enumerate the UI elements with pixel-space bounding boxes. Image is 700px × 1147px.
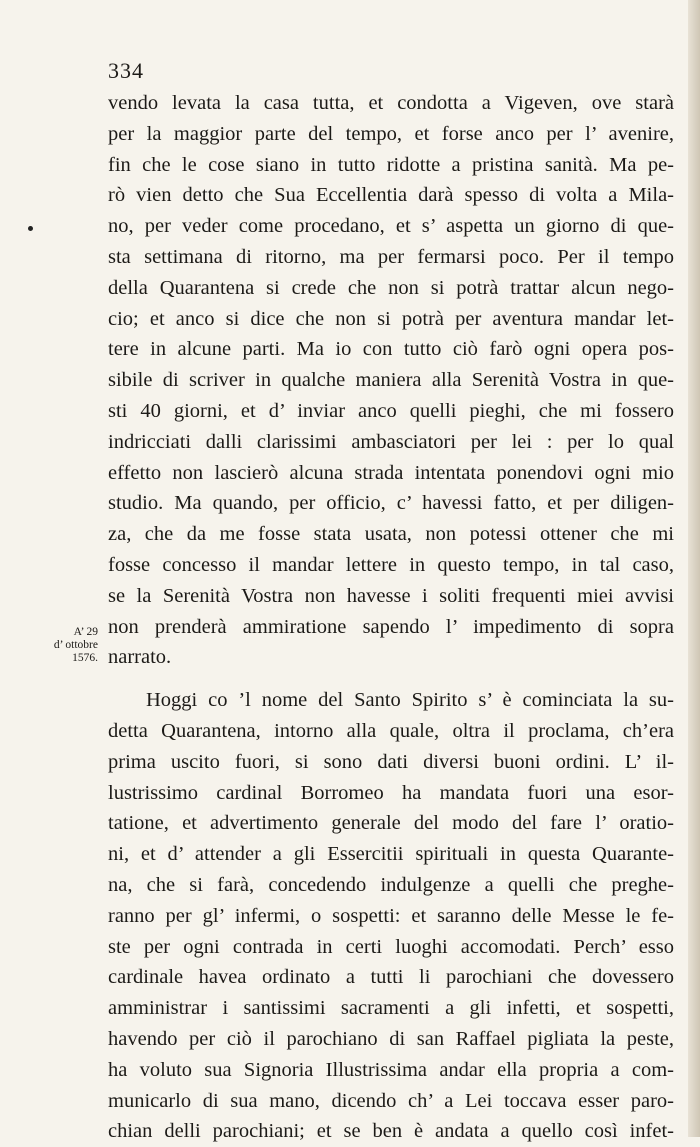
text-line: prima uscito fuori, si sono dati diversi buoni ordini. L’ il- bbox=[108, 750, 674, 773]
text-line: tatione, et advertimento generale del modo del fare l’ oratio- bbox=[108, 812, 674, 835]
text-line: non prenderà ammiratione sapendo l’ impedimento di sopra bbox=[108, 615, 674, 638]
text-line: indricciati dalli clarissimi ambasciatori per lei : per lo qual bbox=[108, 430, 674, 453]
text-line: ha voluto sua Signoria Illustrissima andar ella propria a com- bbox=[108, 1058, 674, 1081]
text-line: studio. Ma quando, per officio, c’ havessi fatto, et per diligen- bbox=[108, 492, 674, 515]
text-line: ste per ogni contrada in certi luoghi accomodati. Perch’ esso bbox=[108, 935, 674, 958]
text-line: na, che si farà, concedendo indulgenze a quelli che preghe- bbox=[108, 873, 674, 896]
text-line: fosse concesso il mandar lettere in questo tempo, in tal caso, bbox=[108, 553, 674, 576]
text-line: cio; et anco si dice che non si potrà per aventura mandar let- bbox=[108, 307, 674, 330]
text-line: per la maggior parte del tempo, et forse anco per l’ avenire, bbox=[108, 122, 674, 145]
text-line: no, per veder come procedano, et s’ aspetta un giorno di que- bbox=[108, 215, 674, 238]
text-line: vendo levata la casa tutta, et condotta a Vigeven, ove starà bbox=[108, 92, 674, 114]
page-number: 334 bbox=[108, 58, 144, 83]
text-line: effetto non lascierò alcuna strada intentata ponendovi ogni mio bbox=[108, 461, 674, 484]
text-line: Hoggi co ’l nome del Santo Spirito s’ è cominciata la su- bbox=[146, 689, 674, 712]
text-line: rò vien detto che Sua Eccellentia darà spesso di volta a Mila- bbox=[108, 184, 674, 207]
text-line: tere in alcune parti. Ma io con tutto ciò farò ogni opera pos- bbox=[108, 338, 674, 361]
text-line: municarlo di sua mano, dicendo ch’ a Lei toccava esser paro- bbox=[108, 1089, 674, 1112]
margin-note-line: 1576. bbox=[72, 652, 98, 664]
margin-date-note bbox=[18, 626, 98, 665]
text-line: ni, et d’ attender a gli Essercitii spirituali in questa Quarante- bbox=[108, 843, 674, 866]
text-line: za, che da me fosse stata usata, non potessi ottener che mi bbox=[108, 523, 674, 546]
text-line: cardinale havea ordinato a tutti li parochiani che dovessero bbox=[108, 966, 674, 989]
page-edge-shadow bbox=[688, 0, 700, 1137]
text-line: havendo per ciò il parochiano di san Raffael pigliata la peste, bbox=[108, 1027, 674, 1050]
text-line: narrato. bbox=[108, 646, 172, 669]
margin-note-line: d’ ottobre bbox=[53, 639, 98, 651]
text-line: sibile di scriver in qualche maniera alla Serenità Vostra in que- bbox=[108, 369, 674, 392]
text-line: se la Serenità Vostra non havesse i soliti frequenti miei avvisi bbox=[108, 584, 674, 607]
text-line: sti 40 giorni, et d’ inviar anco quelli pieghi, che mi fossero bbox=[108, 399, 674, 422]
text-line: ranno per gl’ infermi, o sospetti: et saranno delle Messe le fe- bbox=[108, 904, 674, 927]
margin-note-line: A’ 29 bbox=[73, 626, 98, 638]
text-line: lustrissimo cardinal Borromeo ha mandata fuori una esor- bbox=[108, 781, 674, 804]
text-line: fin che le cose siano in tutto ridotte a pristina sanità. Ma pe- bbox=[108, 153, 674, 176]
text-line: chian delli parochiani; et se ben è andata a quello così infet- bbox=[108, 1120, 674, 1143]
text-line: detta Quarantena, intorno alla quale, oltra il proclama, ch’era bbox=[108, 719, 674, 742]
text-line: amministrar i santissimi sacramenti a gli infetti, et sospetti, bbox=[108, 997, 674, 1020]
text-line: della Quarantena si crede che non si potrà trattar alcun nego- bbox=[108, 276, 674, 299]
body-text bbox=[108, 88, 674, 1147]
ink-spot bbox=[28, 226, 33, 231]
text-line: sta settimana di ritorno, ma per fermarsi poco. Per il tempo bbox=[108, 245, 674, 268]
